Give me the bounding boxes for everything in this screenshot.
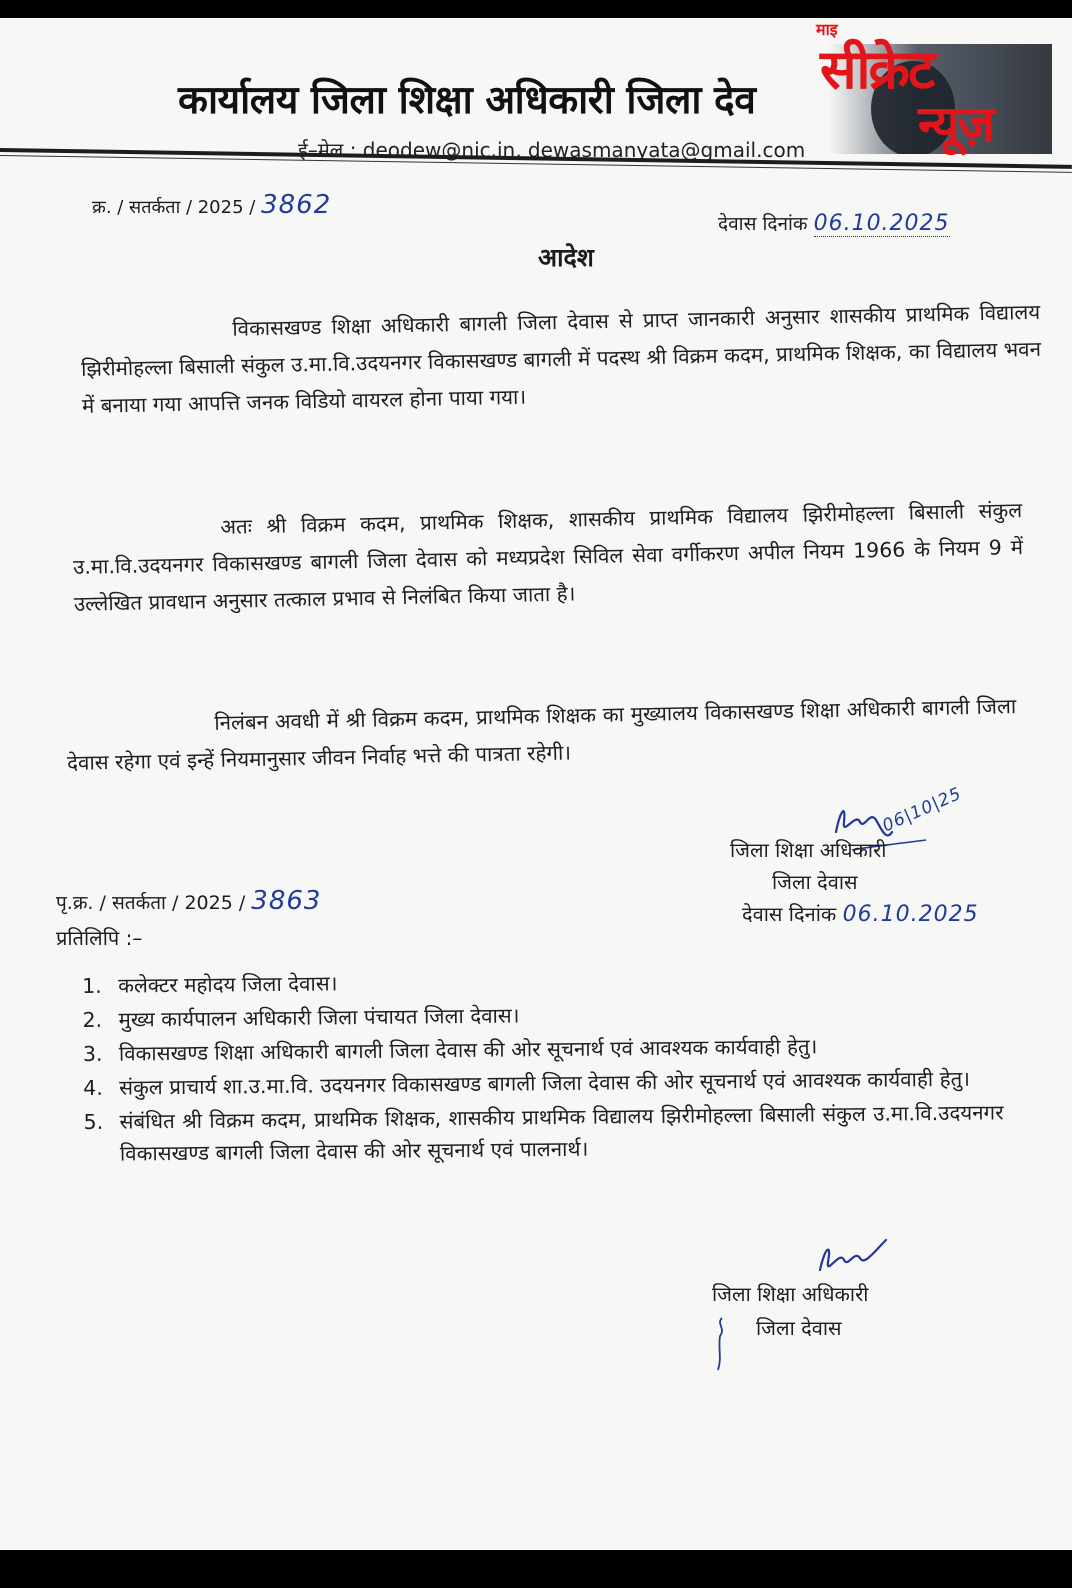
logo-line2: न्यूज़ (918, 95, 993, 153)
order-paragraph-1: विकासखण्ड शिक्षा अधिकारी बागली जिला देवास से प्राप्त जानकारी अनुसार शासकीय प्राथमिक विद्यालय झिरीमोहल्ला बिसाली संकुल उ.मा.वि.उदयनगर विकासखण्ड बागली में पदस्थ श्री विक्रम कदम, प्राथमिक शिक्षक, का विद्यालय भवन में बनाया गया आपत्ति जनक विडियो वायरल होना पाया गया। (80, 299, 1042, 418)
office-title: कार्यालय जिला शिक्षा अधिकारी जिला देव (178, 78, 756, 123)
date-value: 06.10.2025 (813, 211, 950, 236)
endorsement-ref-line (56, 886, 321, 916)
logo-line1: सीक्रेट (820, 38, 934, 101)
list-item: 3. विकासखण्ड शिक्षा अधिकारी बागली जिला देवास की ओर सूचनार्थ एवं आवश्यक कार्यवाही हेतु। (82, 1034, 818, 1066)
document-page (0, 18, 1072, 1550)
endorsement-date-value: 06.10.2025 (842, 902, 979, 927)
endorsement-date-line (742, 900, 979, 927)
copy-heading: प्रतिलिपि :– (56, 926, 143, 950)
email-line: ई–मेल : deodew@nic.in, dewasmanyata@gmail.com (298, 138, 806, 162)
order-title: आदेश (538, 243, 594, 272)
list-item: 2. मुख्य कार्यपालन अधिकारी जिला पंचायत जिला देवास। (82, 1003, 520, 1032)
list-item: 1. कलेक्टर महोदय जिला देवास। (82, 971, 338, 998)
endorsement-ref-prefix: पृ.क्र. / सतर्कता / 2025 / (56, 892, 246, 914)
order-paragraph-2: अतः श्री विक्रम कदम, प्राथमिक शिक्षक, शासकीय प्राथमिक विद्यालय झिरीमोहल्ला बिसाली संकुल उ.मा.वि.उदयनगर विकासखण्ड बागली जिला देवास को मध्यप्रदेश सिविल सेवा वर्गीकरण अपील नियम 1966 के नियम 9 में उल्लेखित प्रावधान अनुसार तत्काल प्रभाव से निलंबित किया जाता है। (72, 498, 1024, 616)
copy-list (82, 960, 1004, 1172)
order-paragraph-3: निलंबन अवधी में श्री विक्रम कदम, प्राथमिक शिक्षक का मुख्यालय विकासखण्ड शिक्षा अधिकारी बागली जिला देवास रहेगा एवं इन्हें नियमानुसार जीवन निर्वाह भत्ते की पात्रता रहेगी। (66, 694, 1017, 775)
signatory-place-2: जिला देवास (756, 1316, 842, 1340)
endorsement-date-label: देवास दिनांक (742, 902, 837, 926)
endorsement-ref-number: 3863 (251, 886, 322, 916)
signatory-place-1: जिला देवास (772, 870, 858, 894)
date-label: देवास दिनांक (718, 213, 808, 235)
logo-top-text: माइ (816, 20, 838, 39)
initial-mark (712, 1314, 732, 1374)
list-item: 5. संबंधित श्री विक्रम कदम, प्राथमिक शिक्षक, शासकीय प्राथमिक विद्यालय झिरीमोहल्ला बिसाली संकुल उ.मा.वि.उदयनगर विकासखण्ड बागली जिला देवास की ओर सूचनार्थ एवं पालनार्थ। (83, 1100, 1004, 1166)
reference-number-line (92, 190, 331, 220)
reference-prefix: क्र. / सतर्कता / 2025 / (92, 197, 256, 218)
order-date-line (718, 210, 950, 236)
list-item: 4. संकुल प्राचार्य शा.उ.मा.वि. उदयनगर विकासखण्ड बागली जिला देवास की ओर सूचनार्थ एवं आवश्यक कार्यवाही हेतु। (83, 1066, 971, 1100)
signature-date-note: 06|10|25 (879, 783, 965, 837)
reference-number: 3862 (261, 190, 332, 220)
signatory-title-1: जिला शिक्षा अधिकारी (730, 838, 887, 862)
signatory-title-2: जिला शिक्षा अधिकारी (712, 1282, 869, 1306)
